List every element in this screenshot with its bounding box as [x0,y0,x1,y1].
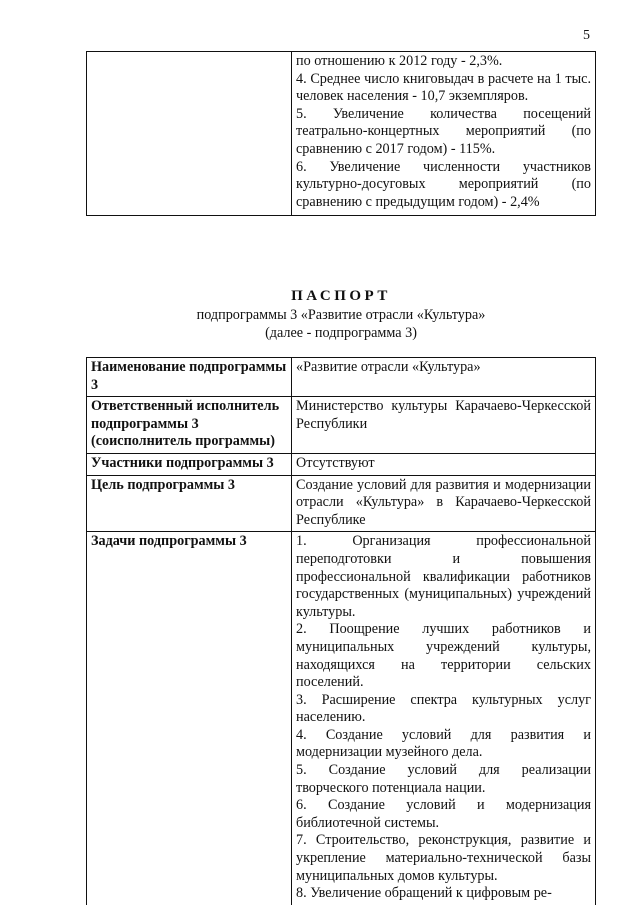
row-value [292,397,596,454]
row-label: Задачи подпрограммы 3 [87,532,292,905]
row-label: Цель подпрограммы 3 [87,475,292,532]
passport-subtitle: подпрограммы 3 «Развитие отрасли «Культура» [196,307,486,323]
table-row [87,52,596,216]
row-label: Наименование подпрограммы 3 [87,358,292,397]
page-number: 5 [583,28,590,43]
indicator-line: 4. Среднее число книговыдач в расчете на 1 тыс. человек населения - 10,7 экземпляров. [296,70,591,105]
row-value-text: Создание условий для развития и модернизации отрасли «Культура» в Карачаево-Черкесской Республике [296,476,591,528]
left-cell [87,52,292,216]
tasks-cell [292,532,596,905]
table-row [87,358,596,397]
task-item: 2. Поощрение лучших работников и муниципальных учреждений культуры, находящихся на территории сельских поселений. [296,621,591,691]
task-item: 3. Расширение спектра культурных услуг населению. [296,691,591,726]
task-item: 6. Создание условий и модернизация библиотечной системы. [296,797,591,831]
passport-heading: ПАСПОРТ [291,288,391,304]
passport-table [86,357,596,905]
indicator-cell [292,52,596,216]
indicator-line: 5. Увеличение количества посещений театрально-концертных мероприятий (по сравнению с 2017 годом) - 115%. [296,105,591,157]
row-value-text: Отсутствуют [296,454,375,471]
passport-subtitle-note: (далее - подпрограмма 3) [265,325,417,341]
row-value [292,358,596,397]
table-row [87,397,596,454]
row-label: Ответственный исполнитель подпрограммы 3 (соисполнитель программы) [87,397,292,454]
task-item: 4. Создание условий для развития и модернизации музейного дела. [296,726,591,761]
table-row [87,453,596,475]
table-row [87,475,596,532]
task-item: 7. Строительство, реконструкция, развитие и укрепление материально-технической базы муниципальных домов культуры. [296,832,591,884]
row-label: Участники подпрограммы 3 [87,453,292,475]
indicator-line: по отношению к 2012 году - 2,3%. [296,53,503,69]
passport-title [86,287,596,342]
indicator-line: 6. Увеличение численности участников культурно-досуговых мероприятий (по сравнению с предыдущим годом) - 2,4% [296,158,591,210]
continuation-table [86,51,596,216]
row-value-text: «Развитие отрасли «Культура» [296,359,481,375]
row-value [292,475,596,532]
table-row [87,532,596,905]
row-value [292,453,596,475]
task-item: 1. Организация профессиональной переподготовки и повышения профессиональной квалификации работников государственных (муниципальных) учреждений культуры. [296,533,591,620]
task-item: 8. Увеличение обращений к цифровым ре- [296,885,552,902]
row-value-text: Министерство культуры Карачаево-Черкесской Республики [296,398,591,432]
task-item: 5. Создание условий для реализации творческого потенциала нации. [296,762,591,796]
